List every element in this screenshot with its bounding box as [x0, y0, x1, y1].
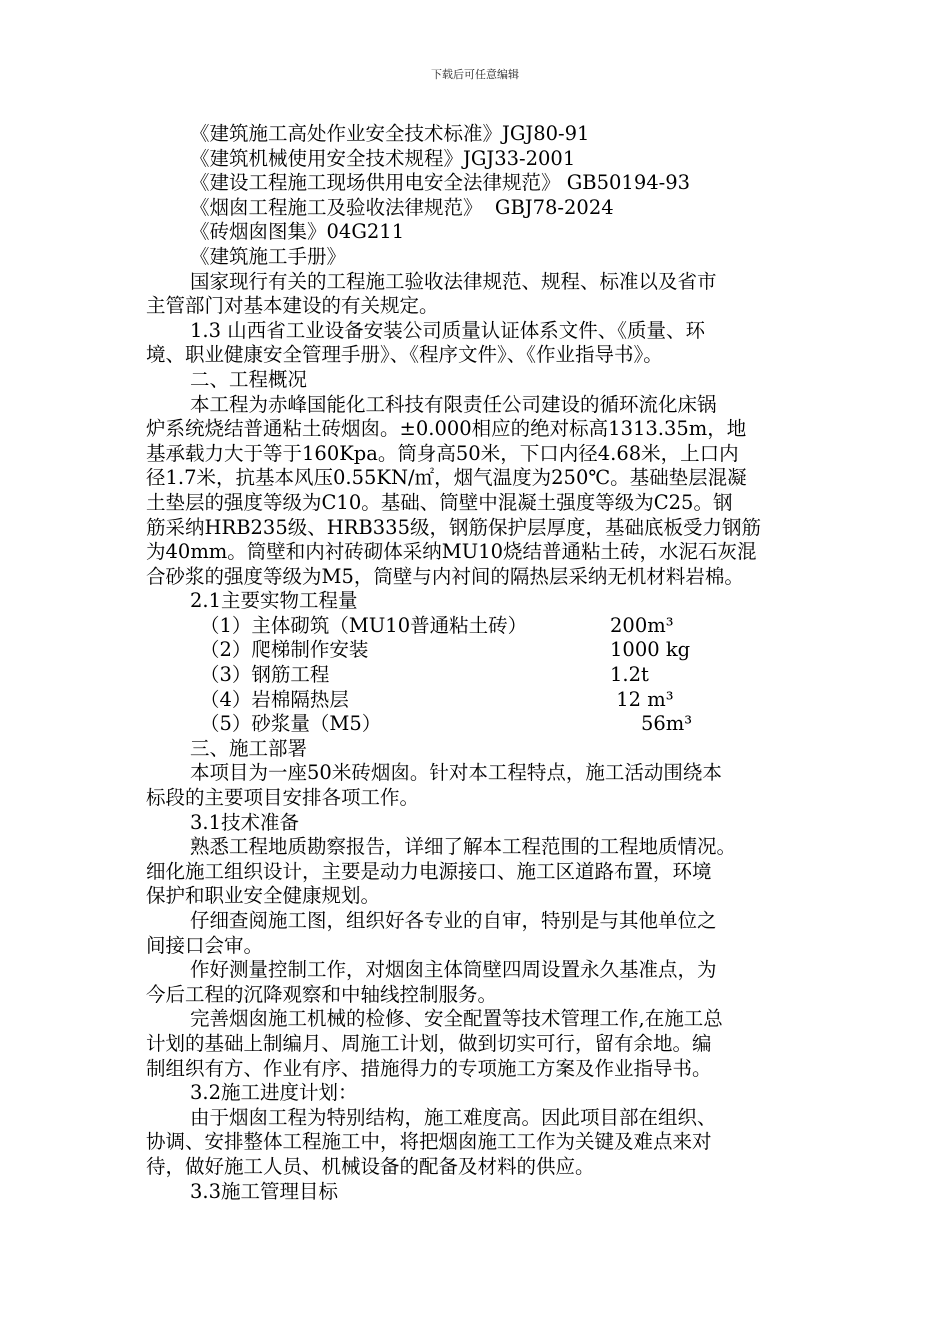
text-line: 炉系统烧结普通粘土砖烟囱。±0.000相应的绝对标高1313.35m，地 — [146, 417, 747, 441]
text-line: 基承载力大于等于160Kpa。筒身高50米，下口内径4.68米，上口内 — [146, 441, 739, 465]
quantity-value: 12 m³ — [610, 687, 674, 711]
text-line: 合砂浆的强度等级为M5，筒壁与内衬间的隔热层采纳无机材料岩棉。 — [146, 564, 744, 588]
quantity-item — [146, 712, 811, 737]
text-line: 主管部门对基本建设的有关规定。 — [146, 294, 439, 318]
text-line: 筋采纳HRB235级、HRB335级，钢筋保护层厚度，基础底板受力钢筋 — [146, 515, 761, 539]
text-line: 土垫层的强度等级为C10。基础、筒壁中混凝土强度等级为C25。钢 — [146, 490, 733, 514]
text-line: 2.1主要实物工程量 — [190, 589, 358, 613]
text-line: 作好测量控制工作，对烟囱主体筒壁四周设置永久基准点，为 — [190, 958, 717, 982]
quantity-label: （1）主体砌筑（MU10普通粘土砖） — [200, 613, 528, 637]
text-line: 国家现行有关的工程施工验收法律规范、规程、标准以及省市 — [190, 269, 717, 293]
quantity-value: 1.2t — [610, 663, 649, 687]
text-line: 《砖烟囱图集》04G211 — [190, 220, 405, 244]
quantity-item — [146, 688, 811, 713]
text-line: 《烟囱工程施工及验收法律规范》 GBJ78-2024 — [190, 195, 614, 219]
text-line: 保护和职业安全健康规划。 — [146, 884, 381, 908]
text-line: 由于烟囱工程为特别结构，施工难度高。因此项目部在组织、 — [190, 1105, 717, 1129]
text-line: 三、施工部署 — [190, 736, 308, 760]
quantity-value: 1000 kg — [610, 638, 691, 662]
text-line: 本项目为一座50米砖烟囱。针对本工程特点，施工活动围绕本 — [190, 761, 722, 785]
quantity-item — [146, 614, 811, 639]
text-line: 制组织有方、作业有序、措施得力的专项施工方案及作业指导书。 — [146, 1056, 712, 1080]
text-line: 3.1技术准备 — [190, 810, 300, 834]
quantity-item — [146, 638, 811, 663]
text-line: 《建筑施工手册》 — [190, 244, 347, 268]
paragraph-block-deployment — [146, 737, 811, 1204]
quantity-label: （4）岩棉隔热层 — [200, 687, 349, 711]
text-line: 完善烟囱施工机械的检修、安全配置等技术管理工作,在施工总 — [190, 1007, 723, 1031]
text-line: 协调、安排整体工程施工中，将把烟囱施工工作为关键及难点来对 — [146, 1130, 712, 1154]
text-line: 《建筑机械使用安全技术规程》JGJ33-2001 — [190, 146, 576, 170]
quantity-label: （5）砂浆量（M5） — [200, 712, 382, 736]
page-header: 下载后可任意编辑 — [431, 68, 519, 81]
quantity-item — [146, 663, 811, 688]
text-line: 待，做好施工人员、机械设备的配备及材料的供应。 — [146, 1154, 595, 1178]
text-line: 为40mm。筒壁和内衬砖砌体采纳MU10烧结普通粘土砖，水泥石灰混 — [146, 540, 757, 564]
quantity-value: 56m³ — [610, 712, 693, 736]
text-line: 细化施工组织设计，主要是动力电源接口、施工区道路布置，环境 — [146, 859, 712, 883]
text-line: 径1.7米，抗基本风压0.55KN/㎡，烟气温度为250℃。基础垫层混凝 — [146, 466, 747, 490]
text-line: 3.3施工管理目标 — [190, 1179, 339, 1203]
text-line: 间接口会审。 — [146, 933, 264, 957]
quantity-value: 200m³ — [610, 613, 674, 637]
quantity-list — [146, 614, 811, 737]
text-line: 《建筑施工高处作业安全技术标准》JGJ80-91 — [190, 122, 590, 145]
quantity-label: （2）爬梯制作安装 — [200, 638, 369, 662]
document-body — [146, 122, 811, 1204]
text-line: 仔细查阅施工图，组织好各专业的自审，特别是与其他单位之 — [190, 909, 717, 932]
text-line: 3.2施工进度计划： — [190, 1081, 358, 1105]
text-line: 熟悉工程地质勘察报告，详细了解本工程范围的工程地质情况。 — [190, 835, 737, 859]
quantity-label: （3）钢筋工程 — [200, 663, 330, 687]
text-line: 境、职业健康安全管理手册》、《程序文件》、《作业指导书》。 — [146, 343, 663, 367]
text-line: 1.3 山西省工业设备安装公司质量认证体系文件、《质量、环 — [190, 318, 705, 342]
text-line: 《建设工程施工现场供用电安全法律规范》 GB50194-93 — [190, 171, 691, 195]
text-line: 今后工程的沉降观察和中轴线控制服务。 — [146, 982, 498, 1006]
text-line: 本工程为赤峰国能化工科技有限责任公司建设的循环流化床锅 — [190, 392, 717, 416]
text-line: 二、工程概况 — [190, 367, 308, 391]
paragraph-block-standards-overview — [146, 122, 811, 614]
text-line: 计划的基础上制编月、周施工计划，做到切实可行，留有余地。编 — [146, 1031, 712, 1055]
text-line: 标段的主要项目安排各项工作。 — [146, 786, 420, 810]
